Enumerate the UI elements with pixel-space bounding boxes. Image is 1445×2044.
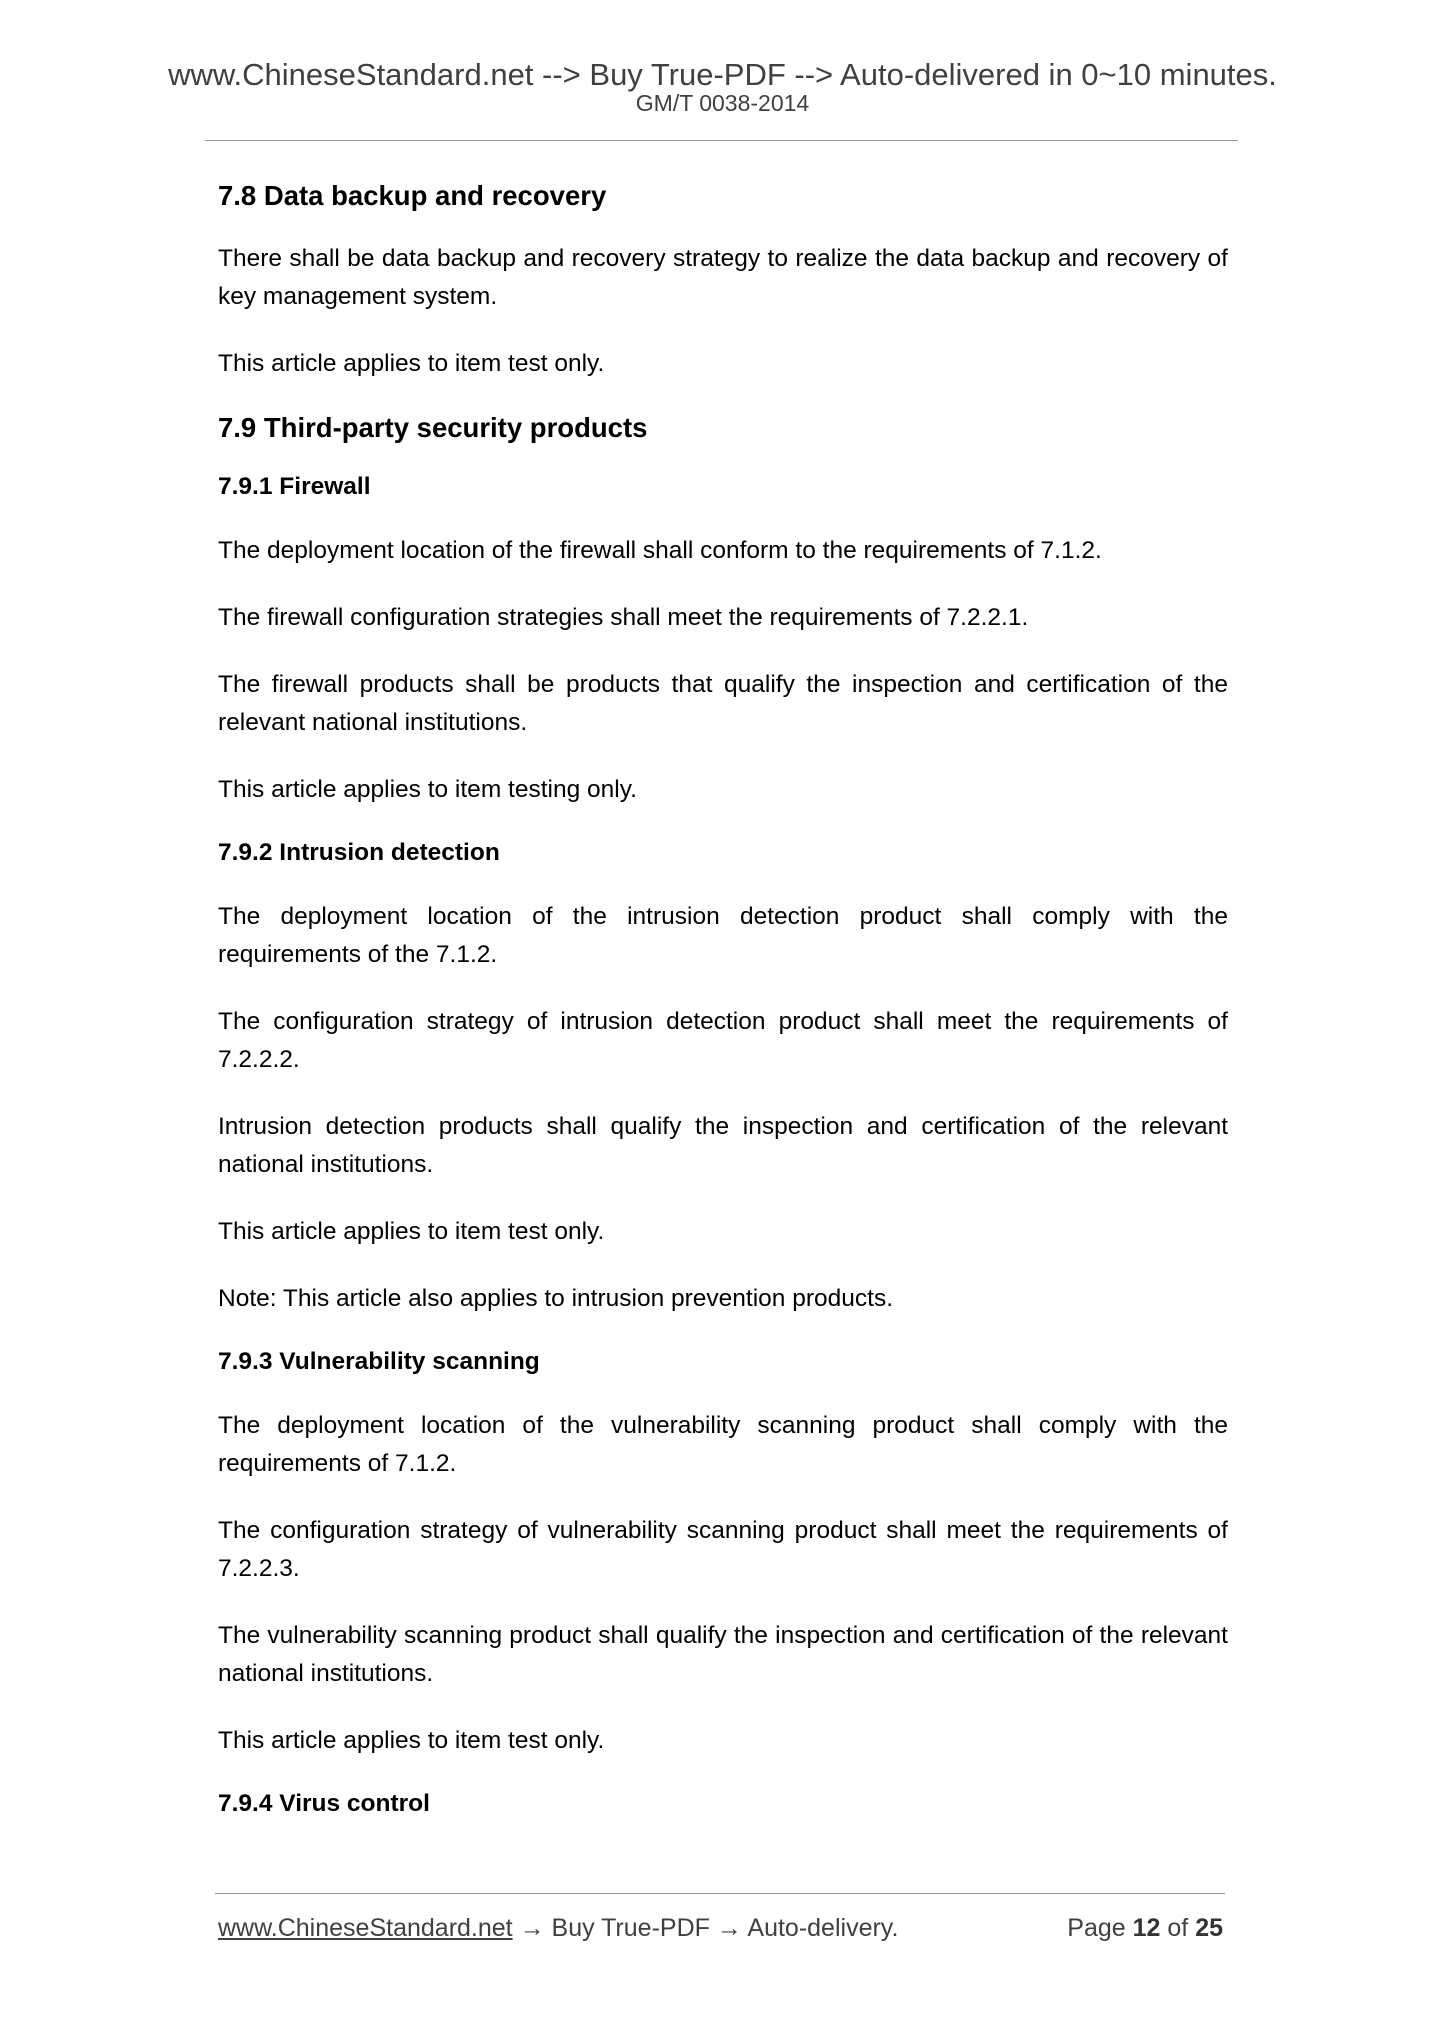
subsection-heading-7-9-3: 7.9.3 Vulnerability scanning [218,1348,540,1375]
paragraph: This article applies to item testing only. [218,776,637,803]
section-heading-7-8: 7.8 Data backup and recovery [218,180,607,211]
subsection-heading-7-9-4: 7.9.4 Virus control [218,1790,430,1817]
page-footer [218,1913,1223,1943]
section-heading-7-9: 7.9 Third-party security products [218,412,648,443]
page-total: 25 [1195,1914,1223,1942]
top-banner: www.ChineseStandard.net --> Buy True-PDF --> Auto-delivered in 0~10 minutes. [168,57,1277,92]
footer-tagline: → Buy True-PDF → Auto-delivery. [512,1914,899,1942]
paragraph: The vulnerability scanning product shall qualify the inspection and certification of the relevant national institutions. [218,1622,1228,1687]
paragraph: The firewall configuration strategies shall meet the requirements of 7.2.2.1. [218,604,1029,631]
of-label: of [1160,1914,1196,1942]
page-number: 12 [1132,1914,1161,1942]
paragraph: Intrusion detection products shall qualify the inspection and certification of the relevant national institutions. [218,1113,1228,1178]
page-label: Page [1067,1914,1133,1942]
note-paragraph: Note: This article also applies to intrusion prevention products. [218,1285,894,1312]
header-divider [205,140,1238,141]
footer-divider [215,1893,1225,1894]
paragraph: The deployment location of the firewall shall conform to the requirements of 7.1.2. [218,537,1102,564]
subsection-heading-7-9-2: 7.9.2 Intrusion detection [218,839,500,866]
document-body [218,180,1228,1849]
paragraph: This article applies to item test only. [218,350,605,377]
page-indicator [1067,1913,1223,1943]
paragraph: This article applies to item test only. [218,1727,605,1754]
document-code: GM/T 0038-2014 [635,90,810,116]
paragraph: This article applies to item test only. [218,1218,605,1245]
paragraph: There shall be data backup and recovery strategy to realize the data backup and recovery of key management system. [218,245,1228,310]
subsection-heading-7-9-1: 7.9.1 Firewall [218,473,371,500]
paragraph: The deployment location of the intrusion detection product shall comply with the requirements of the 7.1.2. [218,903,1228,968]
footer-site-link[interactable]: www.ChineseStandard.net [218,1914,513,1942]
paragraph: The configuration strategy of intrusion detection product shall meet the requirements of 7.2.2.2. [218,1008,1228,1073]
paragraph: The firewall products shall be products that qualify the inspection and certification of the relevant national institutions. [218,671,1228,736]
paragraph: The deployment location of the vulnerability scanning product shall comply with the requirements of 7.1.2. [218,1412,1228,1477]
paragraph: The configuration strategy of vulnerability scanning product shall meet the requirements of 7.2.2.3. [218,1517,1228,1582]
